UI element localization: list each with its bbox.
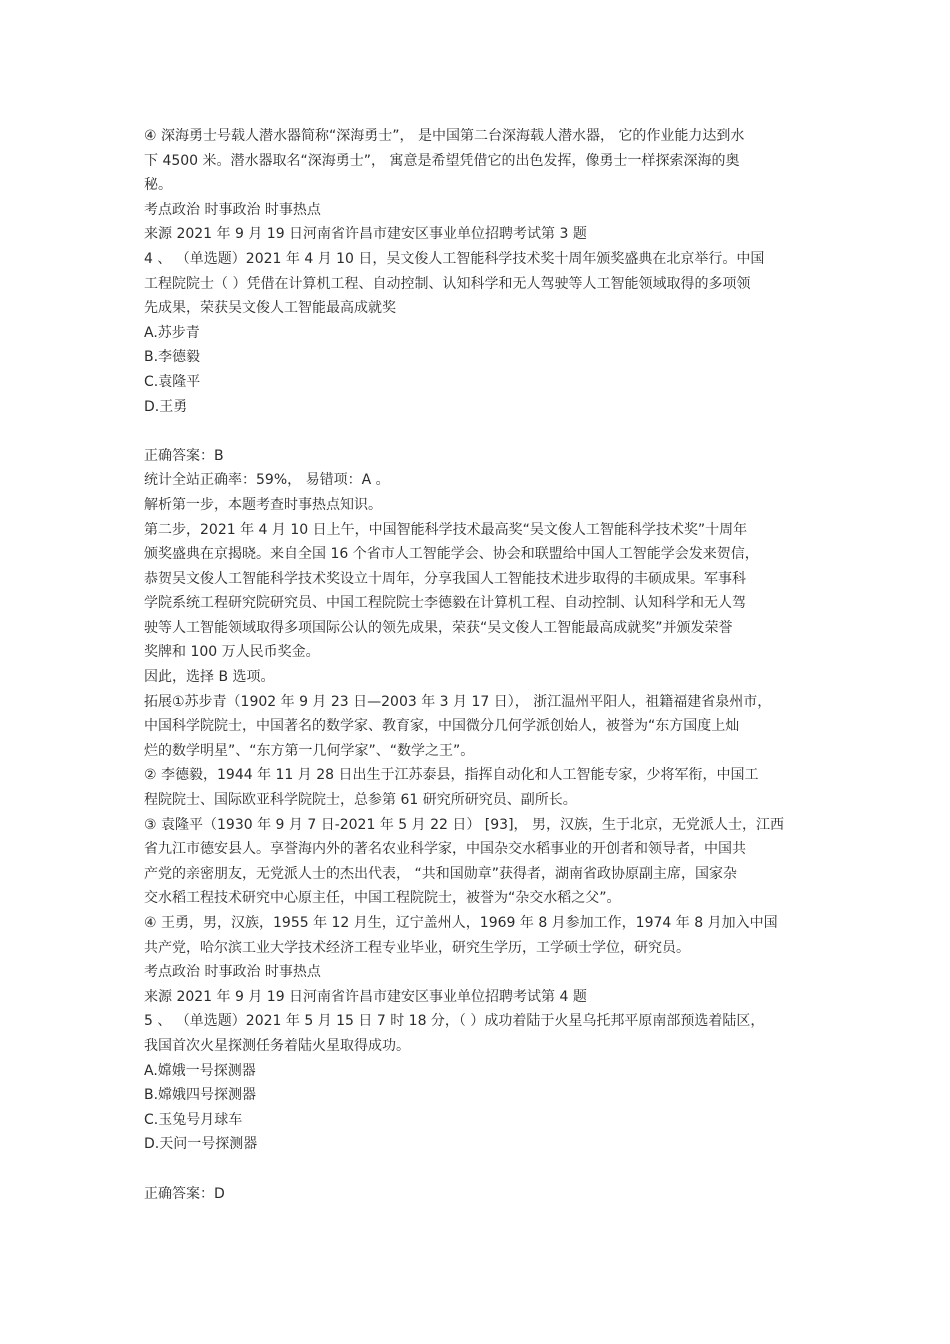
- option-d: D.王勇: [144, 398, 188, 415]
- extension-text: 中国科学院院士，中国著名的数学家、教育家，中国微分几何学派创始人，被誉为“东方国度上灿: [144, 718, 740, 735]
- blank-line: [144, 419, 812, 444]
- option-a: A.嫦娥一号探测器: [144, 1062, 256, 1079]
- question-stem: 先成果，荣获吴文俊人工智能最高成就奖: [144, 300, 396, 317]
- option-b: B.李德毅: [144, 349, 201, 366]
- question-stem: 5 、 （单选题）2021 年 5 月 15 日 7 时 18 分，（ ）成功着陆于火星乌托邦平原南部预选着陆区，: [144, 1013, 765, 1030]
- analysis-text: 恭贺吴文俊人工智能科学技术奖设立十周年，分享我国人工智能技术进步取得的丰硕成果。军事科: [144, 570, 746, 587]
- extension-text: 烂的数学明星”、“东方第一几何学家”、“数学之王”。: [144, 742, 475, 759]
- extension-text: 程院院士、国际欧亚科学院院士，总参第 61 研究所研究员、副所长。: [144, 792, 577, 809]
- extension-text: 省九江市德安县人。享誉海内外的著名农业科学家，中国杂交水稻事业的开创者和领导者，中国共: [144, 841, 746, 858]
- extension-text: 拓展①苏步青（1902 年 9 月 23 日—2003 年 3 月 17 日）， 浙江温州平阳人，祖籍福建省泉州市，: [144, 693, 772, 710]
- analysis-text: 颁奖盛典在京揭晓。来自全国 16 个省市人工智能学会、协会和联盟给中国人工智能学会发来贺信，: [144, 546, 759, 563]
- analysis-text: 奖牌和 100 万人民币奖金。: [144, 644, 320, 661]
- document-page: [144, 124, 812, 1206]
- analysis-text: 驶等人工智能领域取得多项国际公认的领先成果，荣获“吴文俊人工智能最高成就奖”并颁发荣誉: [144, 619, 733, 636]
- blank-line: [144, 1157, 812, 1182]
- question-stem: 4 、 （单选题）2021 年 4 月 10 日，吴文俊人工智能科学技术奖十周年颁奖盛典在北京举行。中国: [144, 250, 765, 267]
- text-line: ④ 深海勇士号载人潜水器简称“深海勇士”， 是中国第二台深海载人潜水器， 它的作业能力达到水: [144, 128, 745, 144]
- option-a: A.苏步青: [144, 324, 200, 341]
- extension-text: 交水稻工程技术研究中心原主任，中国工程院院士，被誉为“杂交水稻之父”。: [144, 890, 621, 907]
- extension-text: ④ 王勇，男，汉族，1955 年 12 月生，辽宁盖州人，1969 年 8 月参加工作，1974 年 8 月加入中国: [144, 915, 778, 931]
- question-source: 来源 2021 年 9 月 19 日河南省许昌市建安区事业单位招聘考试第 4 题: [144, 988, 587, 1005]
- question-source: 来源 2021 年 9 月 19 日河南省许昌市建安区事业单位招聘考试第 3 题: [144, 226, 587, 243]
- option-b: B.嫦娥四号探测器: [144, 1087, 257, 1104]
- text-line: 秘。: [144, 177, 172, 194]
- option-c: C.袁隆平: [144, 373, 201, 390]
- extension-text: ③ 袁隆平（1930 年 9 月 7 日-2021 年 5 月 22 日） [93]， 男，汉族，生于北京，无党派人士，江西: [144, 816, 784, 833]
- analysis-text: 第二步，2021 年 4 月 10 日上午，中国智能科学技术最高奖“吴文俊人工智能科学技术奖”十周年: [144, 521, 748, 538]
- analysis-conclusion: 因此，选择 B 选项。: [144, 669, 275, 686]
- analysis-text: 解析第一步，本题考查时事热点知识。: [144, 496, 382, 513]
- option-c: C.玉兔号月球车: [144, 1111, 243, 1128]
- topic-tags: 考点政治 时事政治 时事热点: [144, 964, 321, 981]
- text-line: 下 4500 米。潜水器取名“深海勇士”， 寓意是希望凭借它的出色发挥，像勇士一样探索深海的奥: [144, 152, 740, 169]
- correct-answer: 正确答案：D: [144, 1185, 225, 1202]
- correct-answer: 正确答案：B: [144, 447, 224, 464]
- extension-text: 产党的亲密朋友，无党派人士的杰出代表， “共和国勋章”获得者，湖南省政协原副主席，国家杂: [144, 865, 737, 882]
- extension-text: ② 李德毅，1944 年 11 月 28 日出生于江苏泰县，指挥自动化和人工智能专家，少将军衔，中国工: [144, 767, 759, 784]
- question-stem: 工程院院士（ ）凭借在计算机工程、自动控制、认知科学和无人驾驶等人工智能领域取得的多项领: [144, 275, 751, 292]
- analysis-text: 学院系统工程研究院研究员、中国工程院院士李德毅在计算机工程、自动控制、认知科学和无人驾: [144, 595, 746, 612]
- topic-tags: 考点政治 时事政治 时事热点: [144, 201, 321, 218]
- extension-text: 共产党，哈尔滨工业大学技术经济工程专业毕业，研究生学历，工学硕士学位，研究员。: [144, 939, 690, 956]
- question-stem: 我国首次火星探测任务着陆火星取得成功。: [144, 1037, 410, 1054]
- option-d: D.天问一号探测器: [144, 1136, 258, 1153]
- accuracy-stats: 统计全站正确率：59%， 易错项：A 。: [144, 472, 390, 489]
